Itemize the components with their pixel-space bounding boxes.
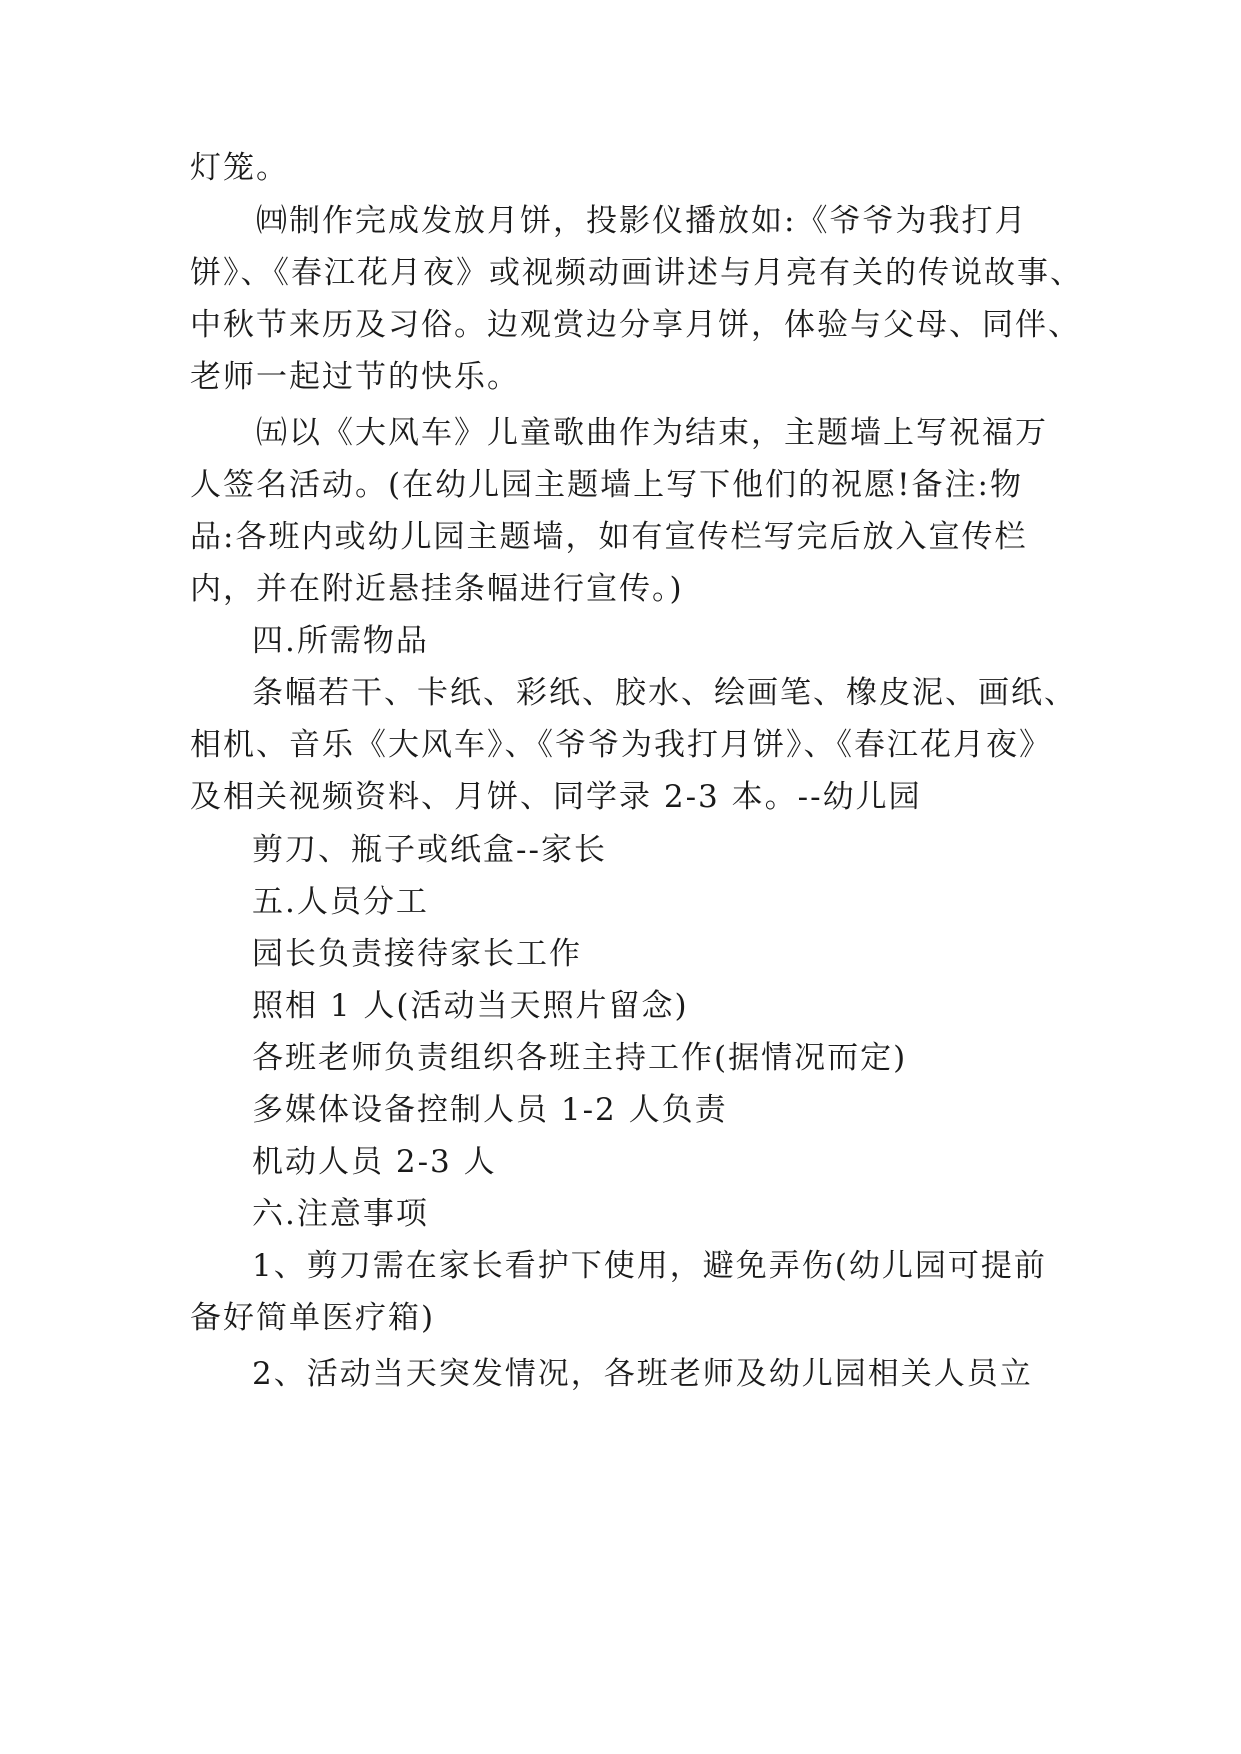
section-heading: 四.所需物品: [252, 623, 429, 659]
text-line: 老师一起过节的快乐。: [190, 359, 520, 395]
text-line: 及相关视频资料、月饼、同学录 2-3 本。--幼儿园: [190, 779, 922, 815]
text-line: 内，并在附近悬挂条幅进行宣传。): [190, 571, 684, 607]
text-line: 品:各班内或幼儿园主题墙，如有宣传栏写完后放入宣传栏: [190, 519, 1028, 555]
text-line: 条幅若干、卡纸、彩纸、胶水、绘画笔、橡皮泥、画纸、: [252, 675, 1077, 711]
text-line: 多媒体设备控制人员 1-2 人负责: [252, 1092, 728, 1128]
section-heading: 五.人员分工: [252, 884, 429, 920]
text-line: 中秋节来历及习俗。边观赏边分享月饼，体验与父母、同伴、: [190, 307, 1081, 343]
text-line: 照相 1 人(活动当天照片留念): [252, 988, 689, 1024]
text-line: 饼》、《春江花月夜》或视频动画讲述与月亮有关的传说故事、: [190, 255, 1083, 291]
text-line: 园长负责接待家长工作: [252, 936, 582, 972]
text-line: ㈤以《大风车》儿童歌曲作为结束，主题墙上写祝福万: [256, 415, 1048, 451]
text-line: 相机、音乐《大风车》、《爷爷为我打月饼》、《春江花月夜》: [190, 727, 1052, 763]
text-line: 机动人员 2-3 人: [252, 1144, 497, 1180]
text-line: 各班老师负责组织各班主持工作(据情况而定): [252, 1040, 908, 1076]
text-line: 备好简单医疗箱): [190, 1300, 436, 1336]
text-line: 2、活动当天突发情况，各班老师及幼儿园相关人员立: [252, 1356, 1033, 1392]
text-line: ㈣制作完成发放月饼，投影仪播放如:《爷爷为我打月: [256, 203, 1028, 239]
text-line: 人签名活动。(在幼儿园主题墙上写下他们的祝愿!备注:物: [190, 467, 1023, 503]
text-line: 灯笼。: [190, 150, 289, 186]
text-line: 剪刀、瓶子或纸盒--家长: [252, 832, 607, 868]
section-heading: 六.注意事项: [252, 1196, 429, 1232]
text-line: 1、剪刀需在家长看护下使用，避免弄伤(幼儿园可提前: [252, 1248, 1047, 1284]
